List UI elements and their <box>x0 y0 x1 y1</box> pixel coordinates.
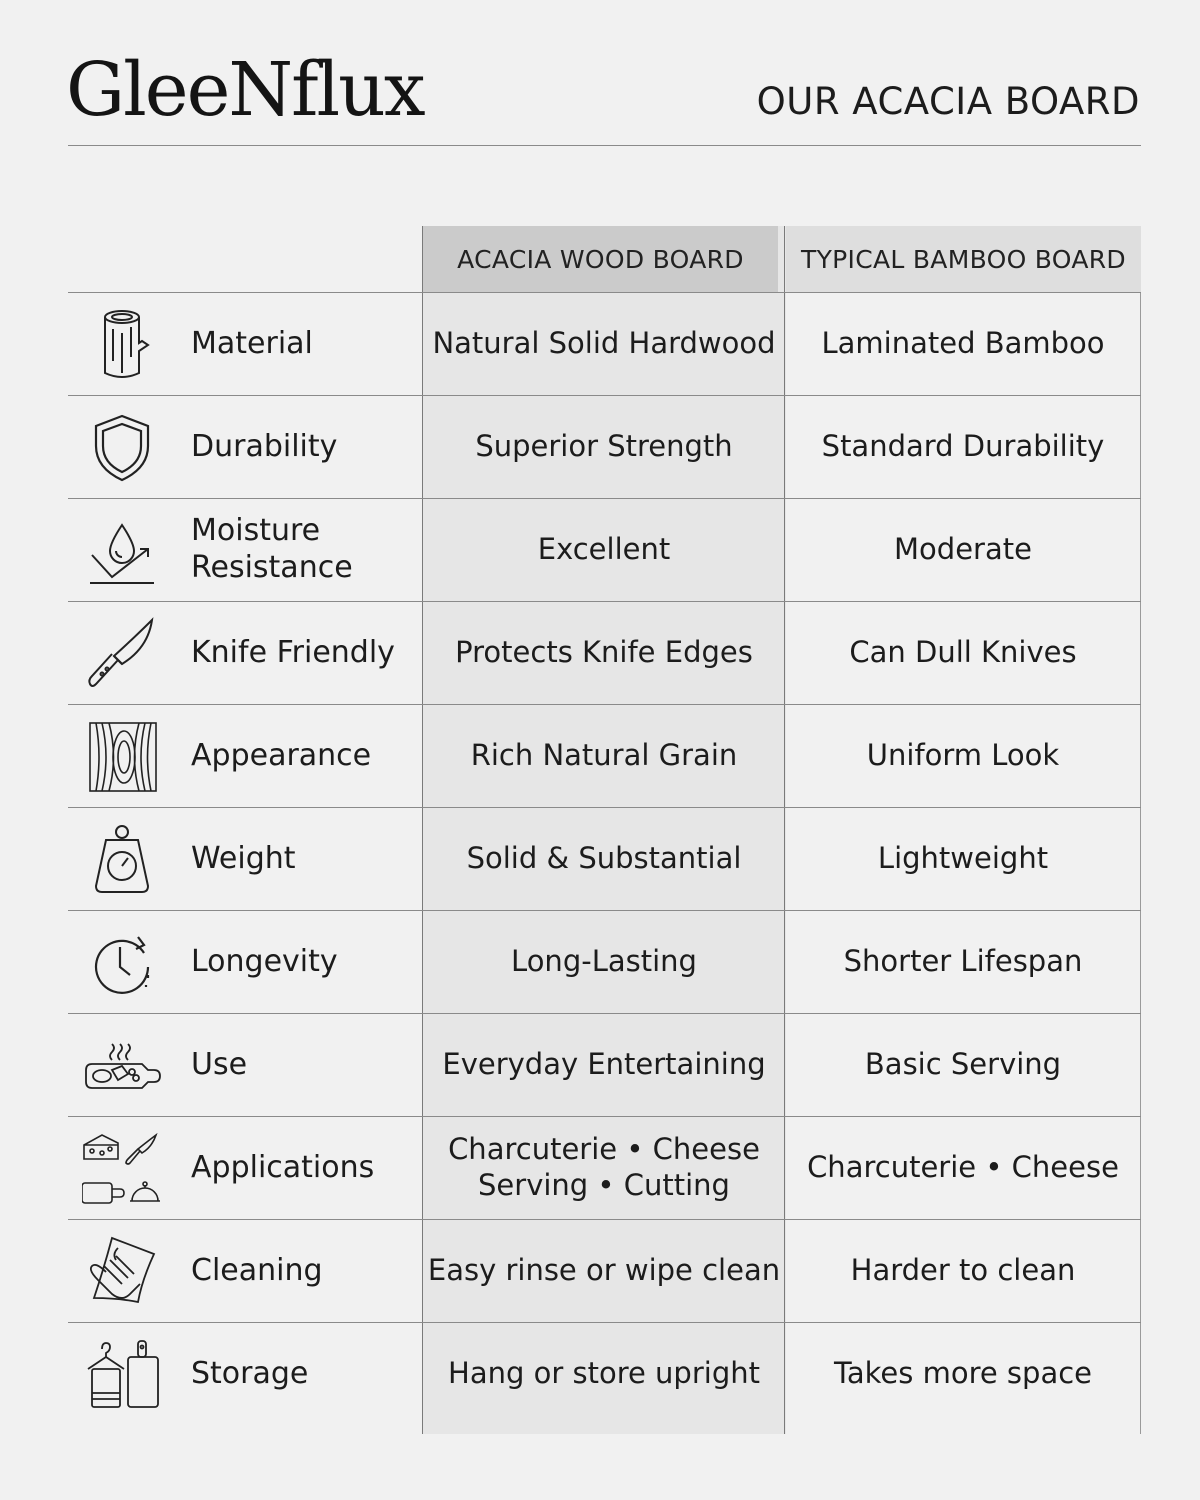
bamboo-cell: Lightweight <box>877 841 1049 875</box>
bamboo-cell: Basic Serving <box>864 1047 1062 1081</box>
acacia-cell: Rich Natural Grain <box>470 738 738 772</box>
acacia-cell: Charcuterie • Cheese Serving • Cutting <box>448 1132 760 1202</box>
row-label: Use <box>191 1046 248 1082</box>
row-label: Knife Friendly <box>191 634 395 670</box>
serving-board-icon <box>82 1026 162 1106</box>
table-row-cleaning <box>68 1219 1141 1322</box>
cleaning-hand-icon <box>82 1232 162 1312</box>
acacia-column-header: ACACIA WOOD BOARD <box>423 226 778 292</box>
acacia-cell: Superior Strength <box>475 429 733 463</box>
table-row-durability <box>68 395 1141 498</box>
bamboo-cell: Uniform Look <box>866 738 1060 772</box>
bamboo-cell: Charcuterie • Cheese <box>807 1150 1119 1184</box>
shield-icon <box>82 408 162 488</box>
bamboo-cell: Harder to clean <box>850 1253 1076 1287</box>
acacia-cell: Excellent <box>537 532 671 566</box>
knife-icon <box>82 614 162 694</box>
bamboo-cell: Shorter Lifespan <box>843 944 1083 978</box>
bamboo-cell: Moderate <box>894 532 1032 566</box>
header-divider <box>68 145 1141 146</box>
wood-grain-icon <box>82 717 162 797</box>
log-icon <box>82 305 162 385</box>
table-row-applications <box>68 1116 1141 1219</box>
table-row-moisture-resistance <box>68 498 1141 601</box>
applications-icon <box>82 1129 162 1209</box>
table-row-material <box>68 292 1141 395</box>
brand-logo: GleeNflux <box>66 47 424 133</box>
row-label: Material <box>191 325 313 361</box>
bamboo-cell: Laminated Bamboo <box>821 326 1105 360</box>
acacia-cell: Easy rinse or wipe clean <box>427 1253 781 1287</box>
weight-scale-icon <box>82 820 162 900</box>
bamboo-cell: Standard Durability <box>821 429 1105 463</box>
bamboo-column-header: TYPICAL BAMBOO BOARD <box>786 226 1141 292</box>
row-label: Moisture Resistance <box>191 513 353 585</box>
page-title: OUR ACACIA BOARD <box>756 80 1140 123</box>
row-label: Durability <box>191 428 338 464</box>
row-label: Appearance <box>191 737 372 773</box>
acacia-cell: Protects Knife Edges <box>455 635 753 669</box>
table-row-longevity <box>68 910 1141 1013</box>
row-label: Longevity <box>191 943 338 979</box>
storage-hanger-icon <box>82 1335 162 1415</box>
table-row-knife-friendly <box>68 601 1141 704</box>
table-row-weight <box>68 807 1141 910</box>
acacia-cell: Solid & Substantial <box>466 841 742 875</box>
row-label: Cleaning <box>191 1252 323 1288</box>
bamboo-cell: Takes more space <box>833 1356 1093 1390</box>
acacia-cell: Hang or store upright <box>448 1356 760 1390</box>
clock-icon <box>82 923 162 1003</box>
acacia-cell: Natural Solid Hardwood <box>432 326 776 360</box>
row-label: Weight <box>191 840 296 876</box>
row-label: Storage <box>191 1355 309 1391</box>
table-row-storage <box>68 1322 1141 1434</box>
table-row-appearance <box>68 704 1141 807</box>
bamboo-cell: Can Dull Knives <box>849 635 1077 669</box>
comparison-table <box>68 226 1141 1434</box>
acacia-cell: Long-Lasting <box>511 944 697 978</box>
water-drop-icon <box>82 511 162 591</box>
acacia-cell: Everyday Entertaining <box>442 1047 766 1081</box>
row-label: Applications <box>191 1149 375 1185</box>
table-row-use <box>68 1013 1141 1116</box>
